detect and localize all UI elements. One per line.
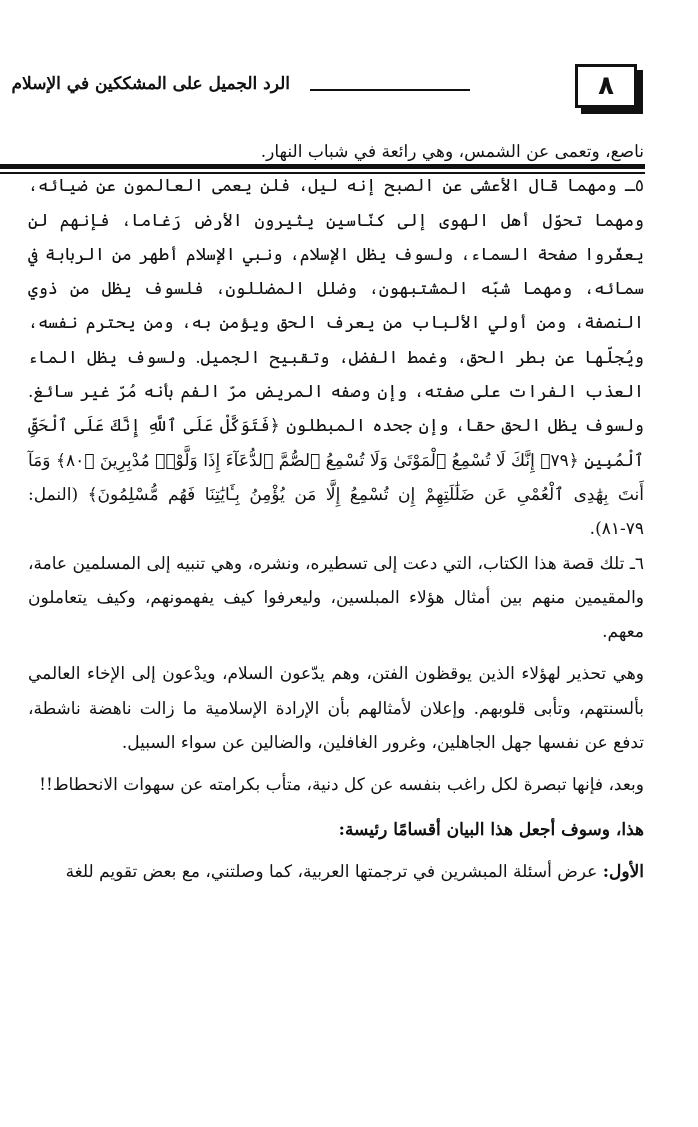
page-header bbox=[0, 54, 698, 114]
section-heading: هذا، وسوف أجعل هذا البيان أقسامًا رئيسة: bbox=[338, 819, 644, 840]
quran-verse: ﴿فَتَوَكَّلْ عَلَى ٱللَّهِ إِنَّكَ عَلَى ٱلْحَقِّ ٱلْمُبِينِ ﴿٧٩﴾ إِنَّكَ لَا تُسْمِعُ ٱلْمَوْتَىٰ وَلَا تُسْمِعُ ٱلصُّمَّ ٱلدُّعَآءَ إِذَا وَلَّوْا۟ مُدْبِرِينَ ﴿٨٠﴾ وَمَآ أَنتَ بِهَٰدِى ٱلْعُمْىِ عَن ضَلَٰلَتِهِمْ إِن تُسْمِعُ إِلَّا مَن يُؤْمِنُ بِـَٔايَٰتِنَا فَهُم مُّسْلِمُونَ﴾ bbox=[28, 416, 644, 505]
paragraph-point-5 bbox=[28, 169, 644, 546]
page-number: ٨ bbox=[575, 64, 637, 108]
paragraph: ناصع، وتعمى عن الشمس، وهي رائعة في شباب النهار. bbox=[260, 142, 644, 162]
paragraph: وهي تحذير لهؤلاء الذين يوقظون الفتن، وهم يدّعون السلام، ويدْعون إلى الإخاء العالمي بألسنتهم، وتأبى قلوبهم. وإعلان لأمثالهم بأن الإرادة الإسلامية ما زالت ناهضة ناشطة، تدفع عن نفسها جهل الجاهلين، وغرور الغافلين، والضالين عن سواء السبيل. bbox=[28, 664, 644, 754]
paragraph: وبعد، فإنها تبصرة لكل راغب بنفسه عن كل دنية، متأب بكرامته عن سهوات الانحطاط!! bbox=[39, 775, 644, 796]
paragraph-first-section bbox=[28, 855, 644, 889]
verse-reference: (النمل: ٧٩-٨١). bbox=[28, 484, 644, 540]
page-body bbox=[28, 135, 644, 889]
paragraph-text: عرض أسئلة المبشرين في ترجمتها العربية، كما وصلتني، مع بعض تقويم للغة bbox=[65, 861, 603, 882]
section-label: الأول: bbox=[602, 861, 644, 882]
paragraph-text: ٥ـ ومهما قال الأعشى عن الصبح إنه ليل، فلن يعمى العالمون عن ضيائه، ومهما تحوّل أهل الهوى إلى كنّاسين يثيرون الأرض رَغاما، فإنهم لن يعفّروا صفحة السماء، ولسوف يظل الإسلام، ونبي الإسلام أطهر من الربابة في سمائه، ومهما شبّه المشتبهون، وضلل المضللون، فلسوف يظل من ذوي النصفة، ومن أولي الألباب من يعرف الحق ويؤمن به، ومن يحترم نفسه، ويُجلّها عن بطر الحق، وغمط الفضل، وتقبيح الجميل. ولسوف يظل الماء العذب الفرات على صفته، وإن وصفه المريض مرّ الفم بأنه مُرّ غير سائغ. ولسوف يظل الحق حقا، وإن جحده المبطلون bbox=[28, 176, 644, 437]
running-title: الرد الجميل على المشككين في الإسلام bbox=[11, 74, 290, 94]
header-dash-line bbox=[310, 89, 470, 91]
paragraph-point-6: ٦ـ تلك قصة هذا الكتاب، التي دعت إلى تسطيره، ونشره، وهي تنبيه إلى المسلمين عامة، والمقيمين منهم بين أمثال هؤلاء المبلسين، وليعرفوا كيف يفهمونهم، وكيف يتعاملون معهم. bbox=[28, 553, 644, 643]
